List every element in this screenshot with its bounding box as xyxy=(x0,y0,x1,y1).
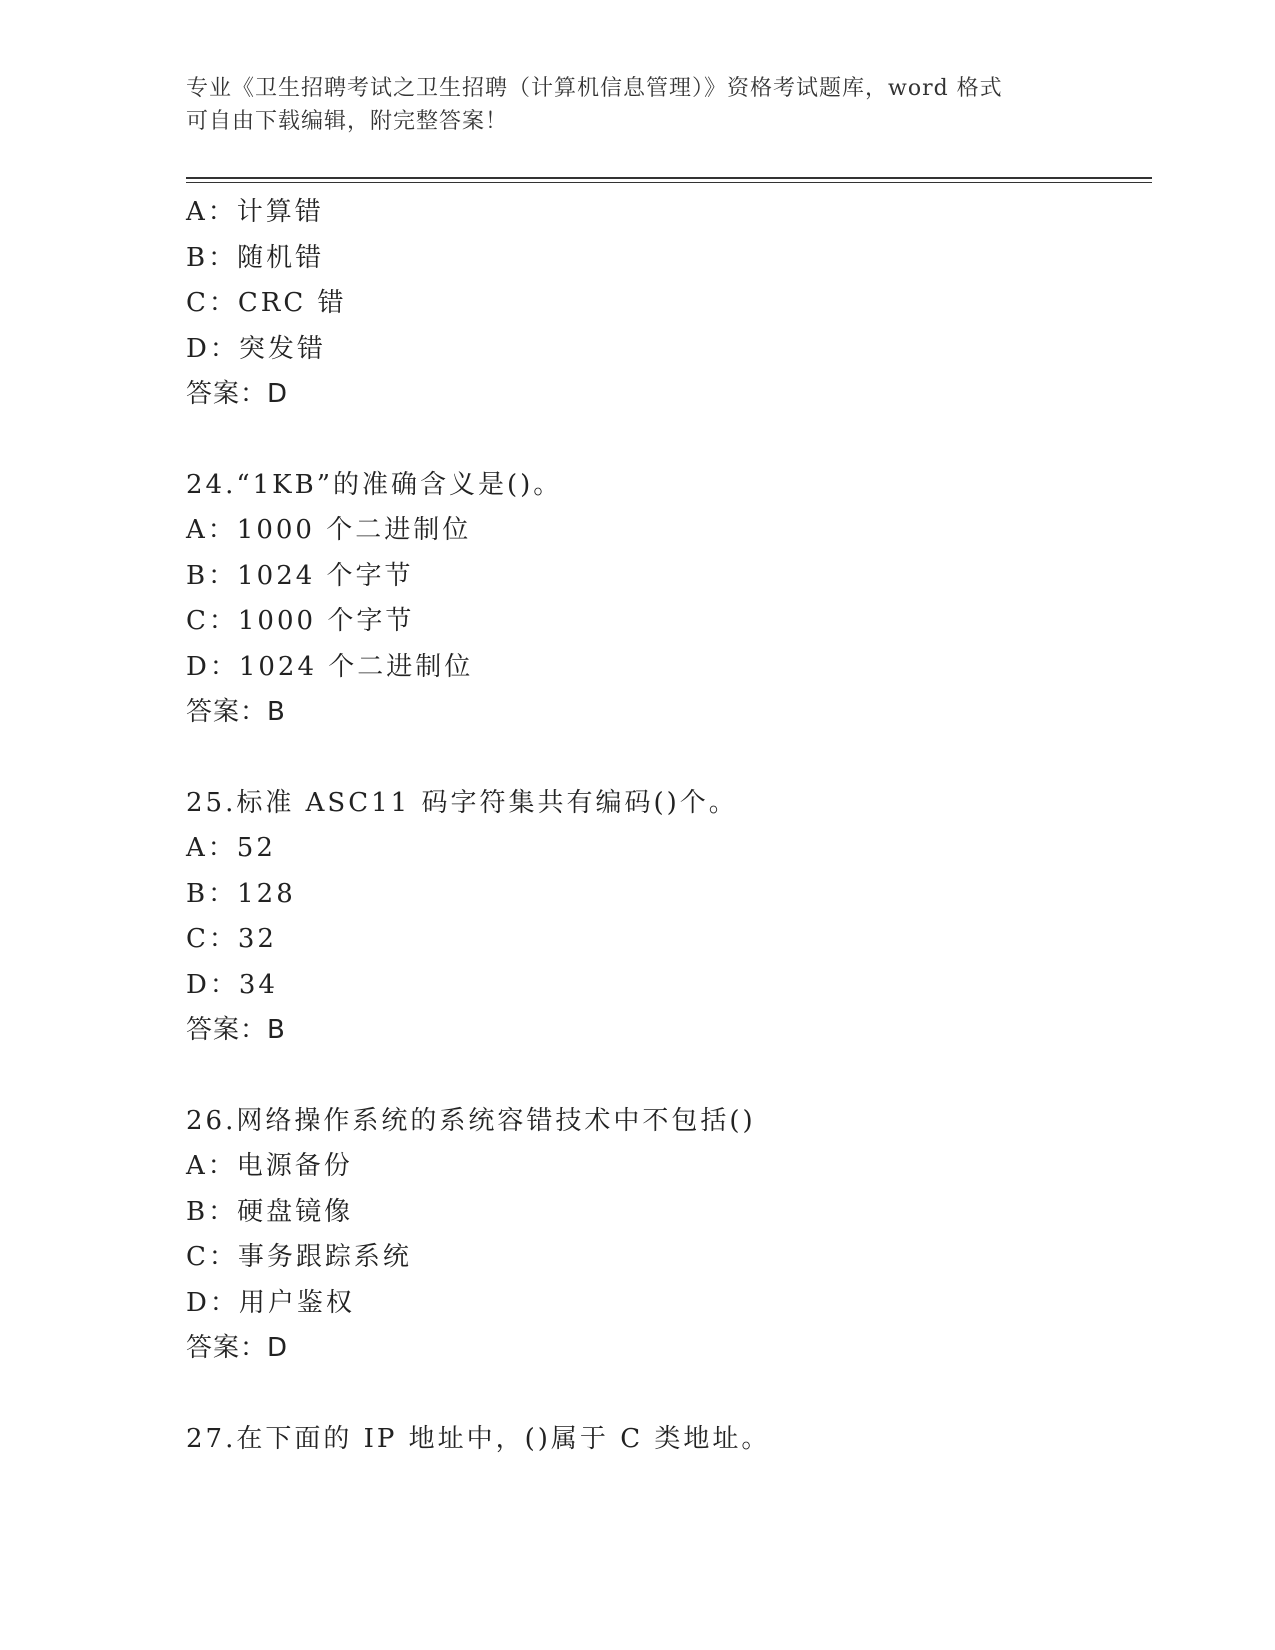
answer: 答案：B xyxy=(186,1015,286,1045)
header-divider-thin xyxy=(186,182,1152,183)
option-d: D：34 xyxy=(186,969,278,1000)
question-block-26 xyxy=(186,1099,1146,1372)
question-text: 24.“1KB”的准确含义是()。 xyxy=(186,469,563,500)
question-block-24 xyxy=(186,463,1146,736)
header-line-1: 专业《卫生招聘考试之卫生招聘（计算机信息管理）》资格考试题库，word 格式 xyxy=(186,76,1003,101)
answer: 答案：D xyxy=(186,379,289,409)
question-block-23 xyxy=(186,190,1146,418)
option-c: C：CRC 错 xyxy=(186,288,347,318)
header-line-2: 可自由下载编辑，附完整答案！ xyxy=(186,109,509,134)
answer: 答案：D xyxy=(186,1333,289,1363)
question-text: 27.在下面的 IP 地址中，()属于 C 类地址。 xyxy=(186,1423,771,1454)
option-a: A：1000 个二进制位 xyxy=(186,515,472,545)
option-c: C：事务跟踪系统 xyxy=(186,1242,412,1272)
option-a: A：计算错 xyxy=(186,197,324,227)
question-text: 26.网络操作系统的系统容错技术中不包括() xyxy=(186,1105,756,1136)
option-b: B：128 xyxy=(186,878,296,909)
option-d: D：突发错 xyxy=(186,333,326,364)
option-a: A：52 xyxy=(186,833,276,863)
option-d: D：用户鉴权 xyxy=(186,1287,355,1318)
header-divider-thick xyxy=(186,177,1152,179)
option-c: C：1000 个字节 xyxy=(186,606,415,636)
option-a: A：电源备份 xyxy=(186,1151,353,1181)
document-header xyxy=(186,72,1086,138)
option-d: D：1024 个二进制位 xyxy=(186,651,474,682)
option-b: B：随机错 xyxy=(186,242,325,273)
option-c: C：32 xyxy=(186,924,277,954)
question-list xyxy=(186,190,1146,1462)
question-text: 25.标准 ASC11 码字符集共有编码()个。 xyxy=(186,787,738,818)
question-block-27 xyxy=(186,1417,1146,1463)
option-b: B：1024 个字节 xyxy=(186,560,414,591)
question-block-25 xyxy=(186,781,1146,1054)
option-b: B：硬盘镜像 xyxy=(186,1196,354,1227)
answer: 答案：B xyxy=(186,697,286,727)
